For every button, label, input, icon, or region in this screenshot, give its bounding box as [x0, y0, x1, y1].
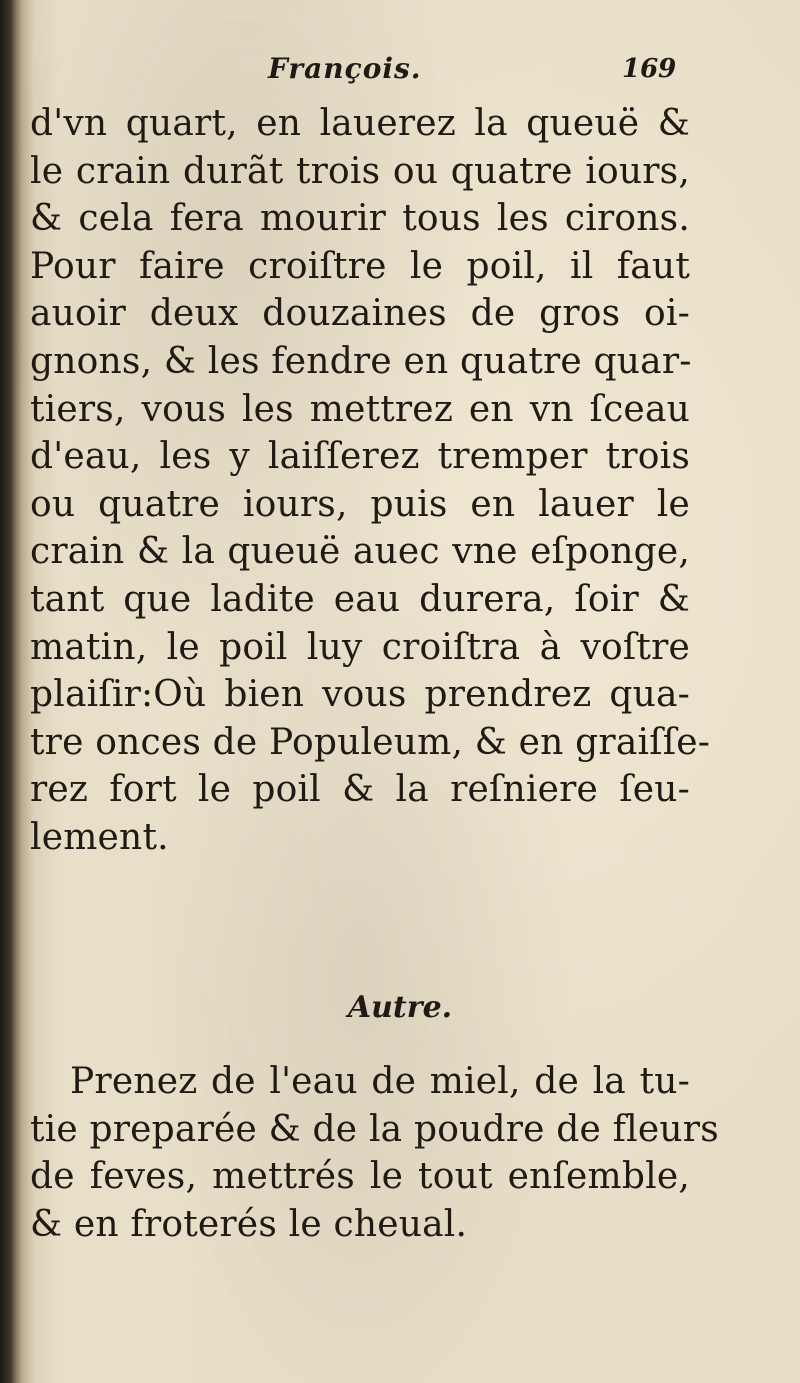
text-line: Prenez de l'eau de miel, de la tu- [70, 1061, 690, 1102]
text-line: & cela fera mourir tous les cirons. [30, 198, 690, 240]
text-line: auoir deux douzaines de gros oi- [30, 293, 690, 335]
page-number: 169 [622, 54, 677, 84]
text-line: Pour faire croiſtre le poil, il faut [30, 245, 690, 287]
text-line: matin, le poil luy croiſtra à voſtre [30, 626, 690, 668]
text-line: ou quatre iours, puis en lauer le [30, 483, 690, 525]
text-line: rez fort le poil & la reſniere ſeu- [30, 769, 690, 811]
text-line: gnons, & les fendre en quatre quar- [30, 340, 692, 382]
text-line: tie preparée & de la poudre de fleurs [30, 1108, 719, 1150]
text-line: de feves, mettrés le tout enſemble, [30, 1156, 690, 1198]
text-line: lement. [30, 816, 169, 858]
text-line: tiers, vous les mettrez en vn ſceau [30, 388, 690, 430]
text-line: & en froterés le cheual. [30, 1203, 468, 1245]
running-head [0, 52, 800, 102]
book-gutter [0, 0, 14, 1383]
section-heading: Autre. [347, 990, 453, 1025]
text-line: crain & la queuë auec vne eſponge, [30, 531, 690, 573]
text-line: tre onces de Populeum, & en graiſſe- [30, 721, 711, 763]
section-body-text [30, 1058, 719, 1248]
running-head-title: François. [268, 52, 422, 85]
text-line: d'eau, les y laiſſerez tremper trois [30, 436, 690, 478]
text-line: le crain durãt trois ou quatre iours, [30, 150, 690, 192]
text-line: plaiſir:Où bien vous prendrez qua- [30, 674, 690, 716]
text-line: d'vn quart, en lauerez la queuë & [30, 103, 690, 144]
text-line: tant que ladite eau durera, ſoir & [30, 578, 690, 620]
body-text [30, 100, 711, 862]
